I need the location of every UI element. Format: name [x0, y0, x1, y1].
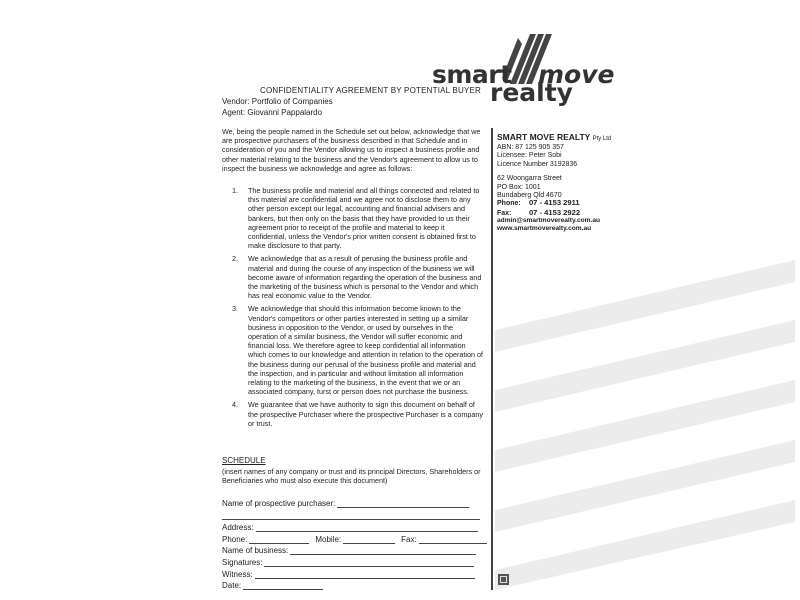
company-pty: Pty Ltd [592, 136, 612, 142]
company-fax-value: 07 - 4153 2922 [528, 207, 581, 217]
signatures-label: Signatures: [222, 558, 263, 567]
phone-row [222, 534, 487, 544]
company-name-text: SMART MOVE REALTY [497, 132, 591, 142]
address-row [222, 522, 478, 532]
address-street: 62 Woongarra Street [497, 175, 562, 182]
logo-text-realty: realty [490, 78, 573, 107]
signatures-row [222, 557, 474, 567]
phone-label: Phone: [222, 535, 248, 544]
company-fax-label: Fax: [497, 209, 512, 217]
clause-text: We acknowledge that should this information become known to the Vendor's competitors or other parties interested in setting up a similar business in opposition to the Vendor, or used by ourselves in the operation of a similar business, the Vendor will suffer economic and financial loss. We therefore agree to keep confidential all information which comes to our knowledge and attention in relation to the operation of the business during our perusal of the business profile and material and the inspection, and in particular and without limitation all information relating to the marketing of the business, in the event that we or an associated company, turst or person does not purchase the business. [248, 304, 483, 397]
witness-field[interactable] [255, 569, 475, 579]
clause-number: 4. [232, 400, 238, 410]
clause-number: 1. [232, 186, 238, 195]
clause-list [232, 186, 484, 432]
vendor-line: Vendor: Portfolio of Companies [222, 97, 333, 106]
clause-number: 3. [232, 304, 238, 314]
company-info [497, 133, 611, 169]
clause-number: 2. [232, 254, 238, 264]
date-field[interactable] [243, 580, 323, 590]
clause-item [232, 254, 484, 300]
purchaser-field-2[interactable] [222, 510, 480, 520]
company-address [497, 175, 562, 201]
divider-line [491, 128, 493, 590]
intro-paragraph: We, being the people named in the Schedule set out below, acknowledge that we are prospective purchasers of the business described in that Schedule and in consideration of you and the Vendor allowing us to inspect a business profile and other material relating to the business and the Vendor's agreement to allow us to inspect the business we acknowledge and agree as follows: [222, 127, 481, 173]
logo-text-move: move [538, 60, 615, 89]
company-abn: ABN: 87 125 905 357 [497, 143, 564, 151]
purchaser-row-2 [222, 510, 480, 520]
clause-item [232, 400, 484, 428]
schedule-heading: SCHEDULE [222, 456, 266, 465]
fax-field[interactable] [419, 534, 487, 544]
date-row [222, 580, 323, 590]
company-web [497, 217, 600, 233]
phone-field[interactable] [249, 534, 309, 544]
footer-badge-inner [500, 576, 507, 583]
clause-text: We guarantee that we have authority to sign this document on behalf of the prospective Purchaser where the prospective Purchaser is a company or trust. [248, 400, 483, 428]
fax-label: Fax: [401, 535, 417, 544]
company-email[interactable]: admin@smartmoverealty.com.au [497, 217, 601, 224]
company-phone-label: Phone: [497, 200, 521, 207]
footer-badge-icon [498, 574, 509, 585]
company-name [497, 133, 611, 144]
company-licence: Licence Number 3192836 [497, 160, 578, 168]
business-field[interactable] [290, 545, 476, 555]
document-title: CONFIDENTIALITY AGREEMENT BY POTENTIAL BUYER [260, 86, 481, 95]
purchaser-field[interactable] [337, 498, 469, 508]
company-phone-value: 07 - 4153 2911 [528, 198, 580, 207]
company-contacts [497, 199, 580, 219]
schedule-note: (insert names of any company or trust and its principal Directors, Shareholders or Beneficiaries who must also execute this document) [222, 467, 481, 486]
background-stripes-icon [495, 260, 795, 590]
mobile-label: Mobile: [315, 535, 342, 544]
address-city: Bundaberg Qld 4670 [497, 192, 562, 200]
witness-label: Witness: [222, 570, 253, 579]
address-label: Address: [222, 523, 254, 532]
business-label: Name of business: [222, 546, 289, 555]
witness-row [222, 569, 475, 579]
clause-item [232, 186, 484, 250]
signatures-field[interactable] [264, 557, 474, 567]
date-label: Date: [222, 581, 242, 590]
clause-text: We acknowledge that as a result of perusing the business profile and material and during the course of any inspection of the business we will become aware of information regarding the operation of the business and the marketing of the business which is personal to the Vendor and which has real economic value to the Vendor. [248, 254, 482, 301]
clause-text: The business profile and material and all things connected and related to this material are confidential and we agree not to disclose them to any other person except our legal, accounting and financial advisers and bankers, but then only on the basis that they have provided to us their agreement prior to receipt of the profile and material to keep it confidential, unless the Vendor's prior written consent is obtained first to make disclosure to that party. [248, 186, 480, 251]
business-row [222, 545, 476, 555]
purchaser-label: Name of prospective purchaser: [222, 499, 336, 508]
clause-item [232, 304, 484, 396]
address-field[interactable] [256, 522, 478, 532]
purchaser-row [222, 498, 469, 508]
company-website[interactable]: www.smartmoverealty.com.au [497, 225, 592, 233]
mobile-field[interactable] [343, 534, 395, 544]
address-pobox: PO Box: 1001 [497, 183, 541, 191]
logo-text-smart: smart [432, 60, 512, 89]
company-licensee: Licensee: Peter Sobi [497, 152, 562, 160]
agent-line: Agent: Giovanni Pappalardo [222, 108, 323, 117]
